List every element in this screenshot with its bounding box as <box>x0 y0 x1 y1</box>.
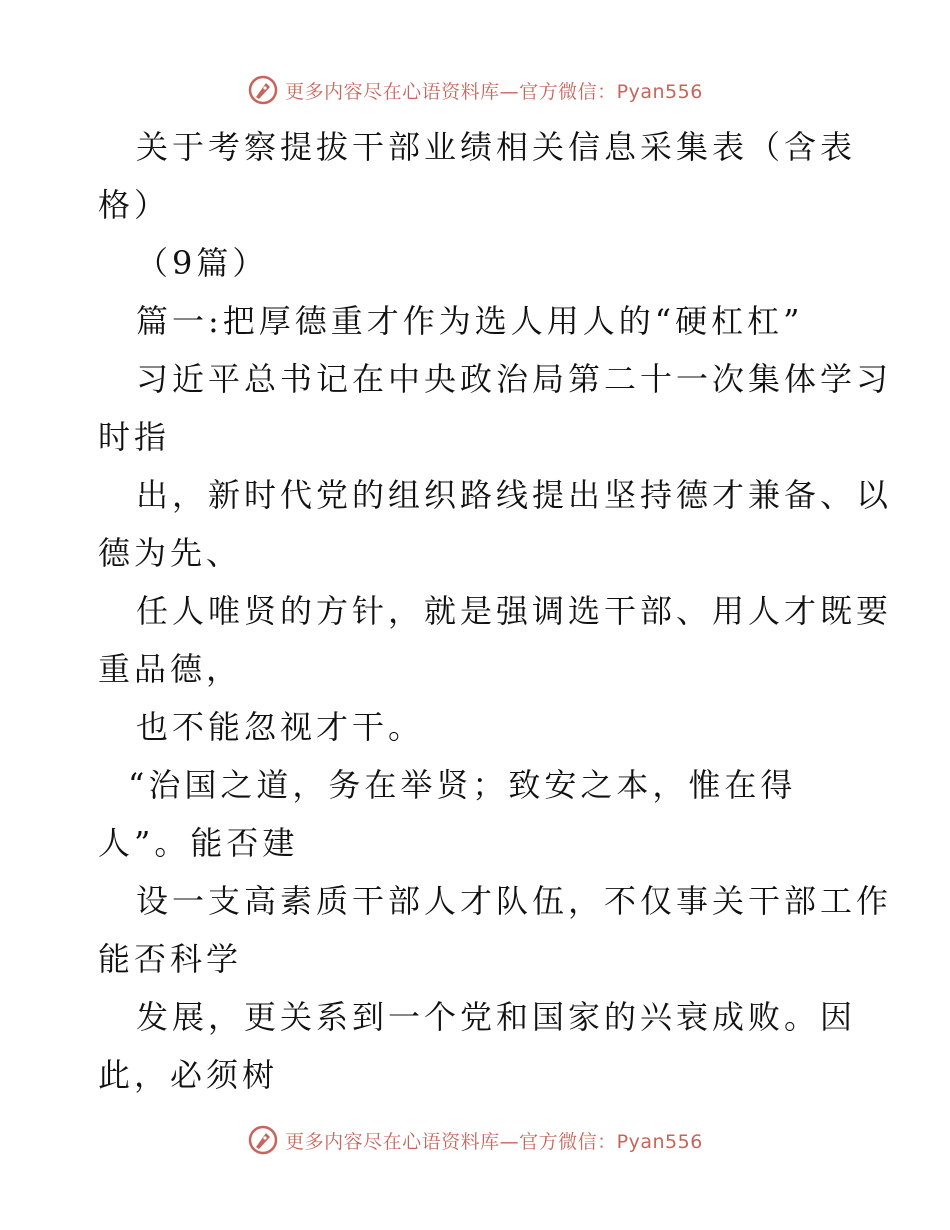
banner-text: 更多内容尽在心语资料库—官方微信：Pyan556 <box>285 1130 703 1153</box>
banner-text: 更多内容尽在心语资料库—官方微信：Pyan556 <box>285 80 703 103</box>
pen-nib-logo-icon <box>247 1124 279 1156</box>
text-line: 设一支高素质干部人才队伍，不仅事关干部工作 <box>136 882 893 920</box>
text-line: 出，新时代党的组织路线提出坚持德才兼备、以 <box>136 476 893 514</box>
text-line: 此，必须树 <box>98 1056 279 1094</box>
text-line: 发展，更关系到一个党和国家的兴衰成败。因 <box>136 998 857 1036</box>
footer-banner <box>0 1120 950 1160</box>
text-line: 能否科学 <box>98 940 243 978</box>
text-line: 格） <box>98 186 171 224</box>
text-line: 时指 <box>98 418 171 456</box>
text-line: （9篇） <box>136 244 269 282</box>
text-line: 篇一:把厚德重才作为选人用人的“硬杠杠” <box>136 302 804 340</box>
text-line: “治国之道，务在举贤；致安之本，惟在得 <box>128 766 797 804</box>
text-line: 德为先、 <box>98 534 243 572</box>
document-body <box>98 118 893 1104</box>
header-banner <box>0 70 950 110</box>
text-line: 任人唯贤的方针，就是强调选干部、用人才既要 <box>136 592 893 630</box>
text-line: 关于考察提拔干部业绩相关信息采集表（含表 <box>136 128 857 166</box>
pen-nib-logo-icon <box>247 74 279 106</box>
text-line: 重品德， <box>98 650 243 688</box>
text-line: 人”。能否建 <box>98 824 299 862</box>
text-line: 习近平总书记在中央政治局第二十一次集体学习 <box>136 360 893 398</box>
text-line: 也不能忽视才干。 <box>136 708 425 746</box>
